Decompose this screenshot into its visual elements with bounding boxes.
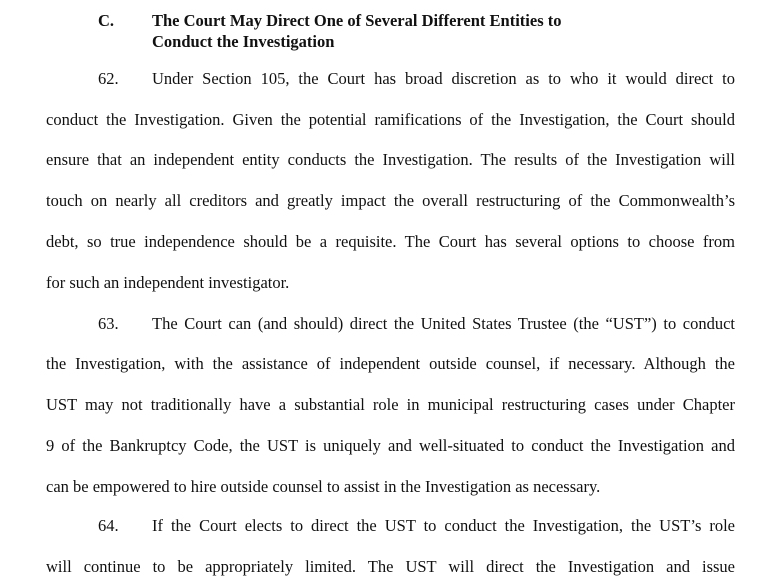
paragraph-62-line: touch on nearly all creditors and greatly impact the overall restructuring of the Commonwealth’s [46, 191, 735, 210]
paragraph-62-line: for such an independent investigator. [46, 273, 290, 292]
paragraph-64-line: will continue to be appropriately limited. The UST will direct the Investigation and issue [46, 557, 735, 576]
paragraph-number-64: 64. [98, 516, 119, 535]
paragraph-62-line: ensure that an independent entity conducts the Investigation. The results of the Investigation will [46, 150, 735, 169]
section-title-line-1: The Court May Direct One of Several Different Entities to [152, 11, 562, 30]
paragraph-62-line: conduct the Investigation. Given the potential ramifications of the Investigation, the Court should [46, 110, 735, 129]
paragraph-63-line: can be empowered to hire outside counsel to assist in the Investigation as necessary. [46, 477, 601, 496]
section-letter: C. [98, 11, 115, 30]
section-title [152, 10, 712, 52]
paragraph-63-line: 9 of the Bankruptcy Code, the UST is uniquely and well-situated to conduct the Investigation and [46, 436, 735, 455]
paragraph-63-line: UST may not traditionally have a substantial role in municipal restructuring cases under Chapter [46, 395, 735, 414]
paragraph-62-line: debt, so true independence should be a requisite. The Court has several options to choose from [46, 232, 735, 251]
paragraph-63-line: the Investigation, with the assistance of independent outside counsel, if necessary. Although the [46, 354, 735, 373]
paragraph-number-62: 62. [98, 69, 119, 88]
paragraph-63-line: The Court can (and should) direct the United States Trustee (the “UST”) to conduct [152, 314, 735, 333]
section-title-line-2: Conduct the Investigation [152, 32, 335, 51]
paragraph-64-line: If the Court elects to direct the UST to conduct the Investigation, the UST’s role [152, 516, 735, 535]
paragraph-62-line: Under Section 105, the Court has broad discretion as to who it would direct to [152, 69, 735, 88]
paragraph-number-63: 63. [98, 314, 119, 333]
